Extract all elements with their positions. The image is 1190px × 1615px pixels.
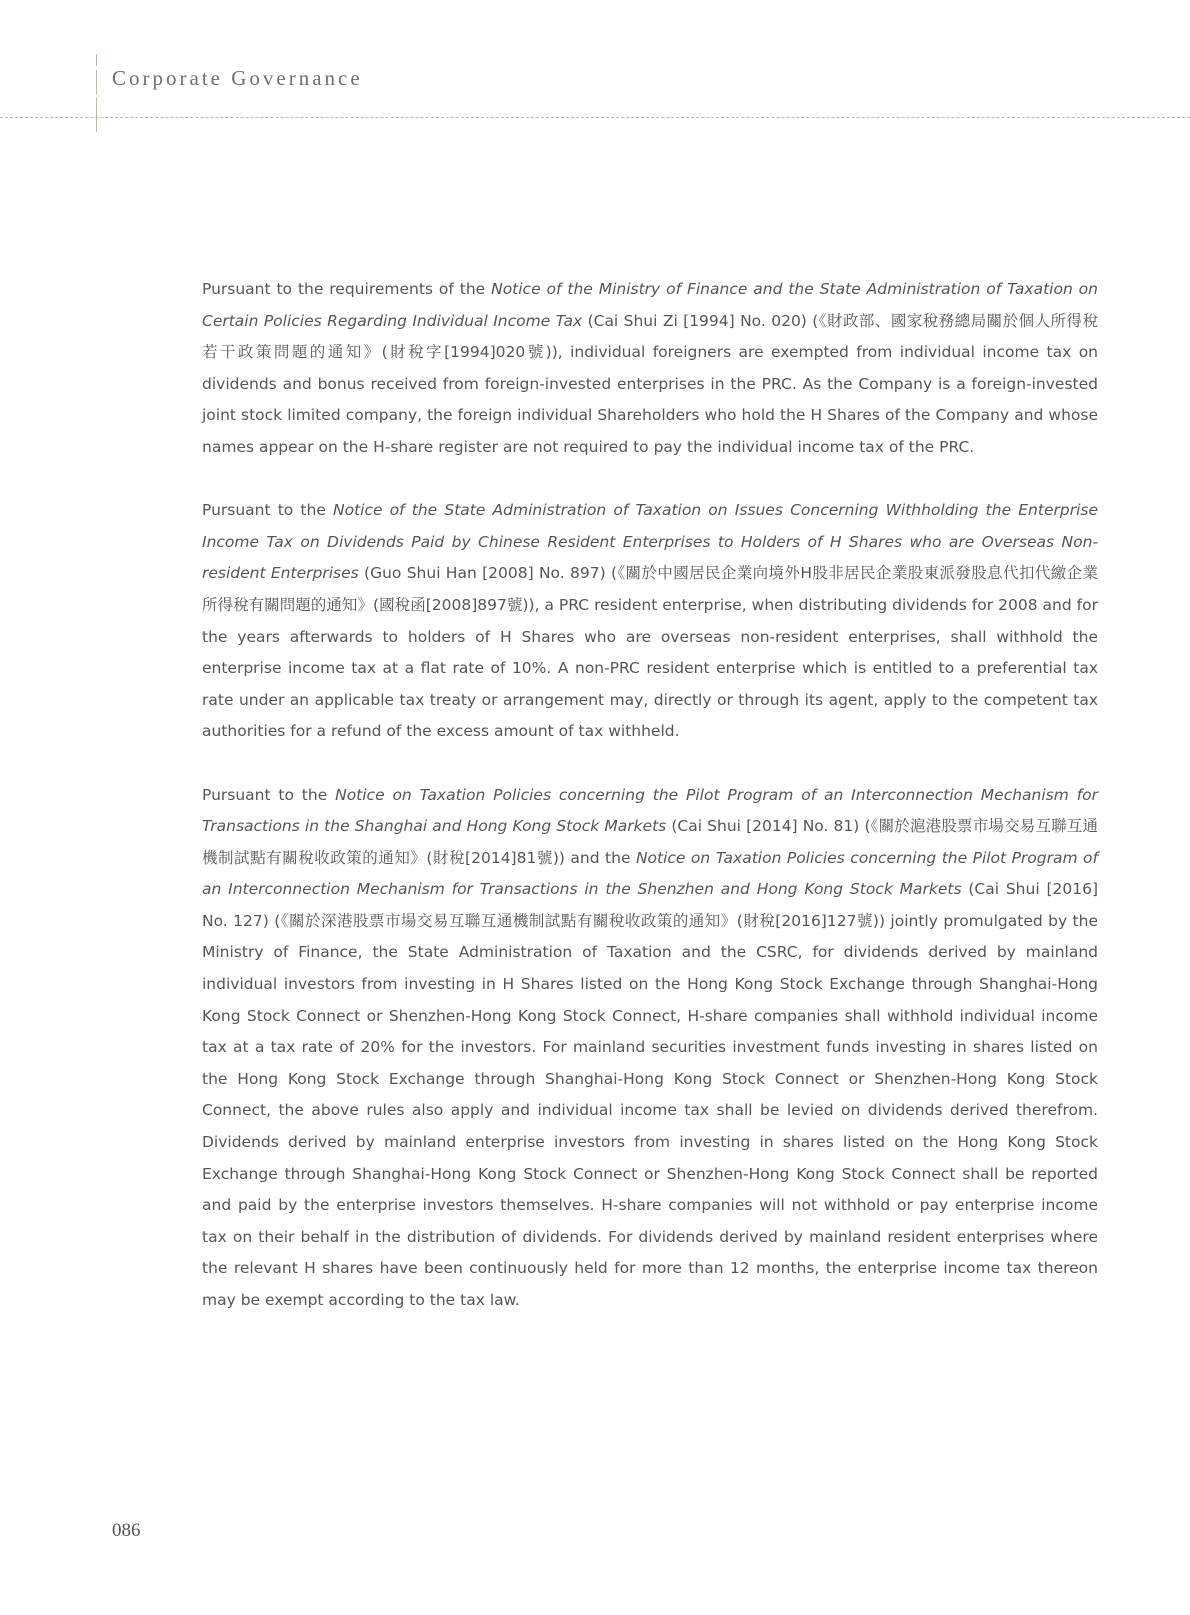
paragraph-text: Pursuant to the bbox=[202, 501, 334, 520]
notice-title: Notice of the State Administration of Taxation on Issues Concerning Withholding the Enterprise Income Tax on Dividends Paid by Chinese Resident Enterprises to Holders of H Shares who are Overseas Non-resident Enterprises bbox=[202, 501, 1098, 583]
header-tick-middle bbox=[96, 70, 97, 94]
notice-title: Notice of the Ministry of Finance and the State Administration of Taxation on Certain Policies Regarding Individual Income Tax bbox=[202, 280, 1098, 330]
notice-title: Notice on Taxation Policies concerning the Pilot Program of an Interconnection Mechanism for Transactions in the Shenzhen and Hong Kong Stock Markets bbox=[202, 848, 1098, 899]
paragraph-text: (Cai Shui [2016] No. 127) (《關於深港股票市場交易互聯互通機制試點有關稅收政策的通知》(財稅[2016]127號)) jointly promulgated by the Ministry of Finance, the State Administration of Taxation and the CSRC, for dividends derived by mainland individual investors from investing in H Shares listed on the Hong Kong Stock Exchange through Shanghai-Hong Kong Stock Connect or Shenzhen-Hong Kong Stock Connect, H-share companies shall withhold individual income tax at a tax rate of 20% for the investors. For mainland securities investment funds investing in shares listed on the Hong Kong Stock Exchange through Shanghai-Hong Kong Stock Connect or Shenzhen-Hong Kong Stock Connect, the above rules also apply and individual income tax shall be levied on dividends derived therefrom. Dividends derived by mainland enterprise investors from investing in shares listed on the Hong Kong Stock Exchange through Shanghai-Hong Kong Stock Connect or Shenzhen-Hong Kong Stock Connect shall be reported and paid by the enterprise investors themselves. H-share companies will not withhold or pay enterprise income tax on their behalf in the distribution of dividends. For dividends derived by mainland resident enterprises where the relevant H shares have been continuously held for more than 12 months, the enterprise income tax thereon may be exempt according to the tax law. bbox=[202, 880, 1098, 1309]
header-tick-cross bbox=[96, 98, 97, 132]
paragraph-text: Pursuant to the requirements of the bbox=[202, 280, 492, 298]
notice-title: Notice on Taxation Policies concerning the Pilot Program of an Interconnection Mechanism for Transactions in the Shanghai and Hong Kong Stock Markets bbox=[202, 785, 1098, 836]
paragraph-enterprise-withholding bbox=[202, 495, 1098, 748]
section-title: Corporate Governance bbox=[112, 66, 363, 90]
paragraph-text: (Guo Shui Han [2008] No. 897) (《關於中國居民企業向境外H股非居民企業股東派發股息代扣代繳企業所得稅有關問題的通知》(國稅函[2008]897號)), a PRC resident enterprise, when distributing dividends for 2008 and for the years afterwards to holders of H Shares who are overseas non-resident enterprises, shall withhold the enterprise income tax at a flat rate of 10%. A non-PRC resident enterprise which is entitled to a preferential tax rate under an applicable tax treaty or arrangement may, directly or through its agent, apply to the competent tax authorities for a refund of the excess amount of tax withheld. bbox=[202, 564, 1098, 741]
paragraph-text: Pursuant to the bbox=[202, 785, 336, 804]
header-tick-upper bbox=[96, 54, 97, 66]
paragraph-stock-connect bbox=[202, 780, 1098, 1317]
paragraph-income-tax-exemption bbox=[202, 274, 1098, 464]
page-number: 086 bbox=[112, 1520, 141, 1541]
header-dashed-rule bbox=[0, 117, 1190, 118]
document-body bbox=[202, 274, 1098, 1348]
paragraph-text: (Cai Shui [2014] No. 81) (《關於滬港股票市場交易互聯互通機制試點有關稅收政策的通知》(財稅[2014]81號)) and the bbox=[202, 817, 1098, 867]
paragraph-text: (Cai Shui Zi [1994] No. 020) (《財政部、國家稅務總局關於個人所得稅若干政策問題的通知》(財稅字[1994]020號)), individual foreigners are exempted from individual income tax on dividends and bonus received from foreign-invested enterprises in the PRC. As the Company is a foreign-invested joint stock limited company, the foreign individual Shareholders who hold the H Shares of the Company and whose names appear on the H-share register are not required to pay the individual income tax of the PRC. bbox=[202, 311, 1099, 456]
